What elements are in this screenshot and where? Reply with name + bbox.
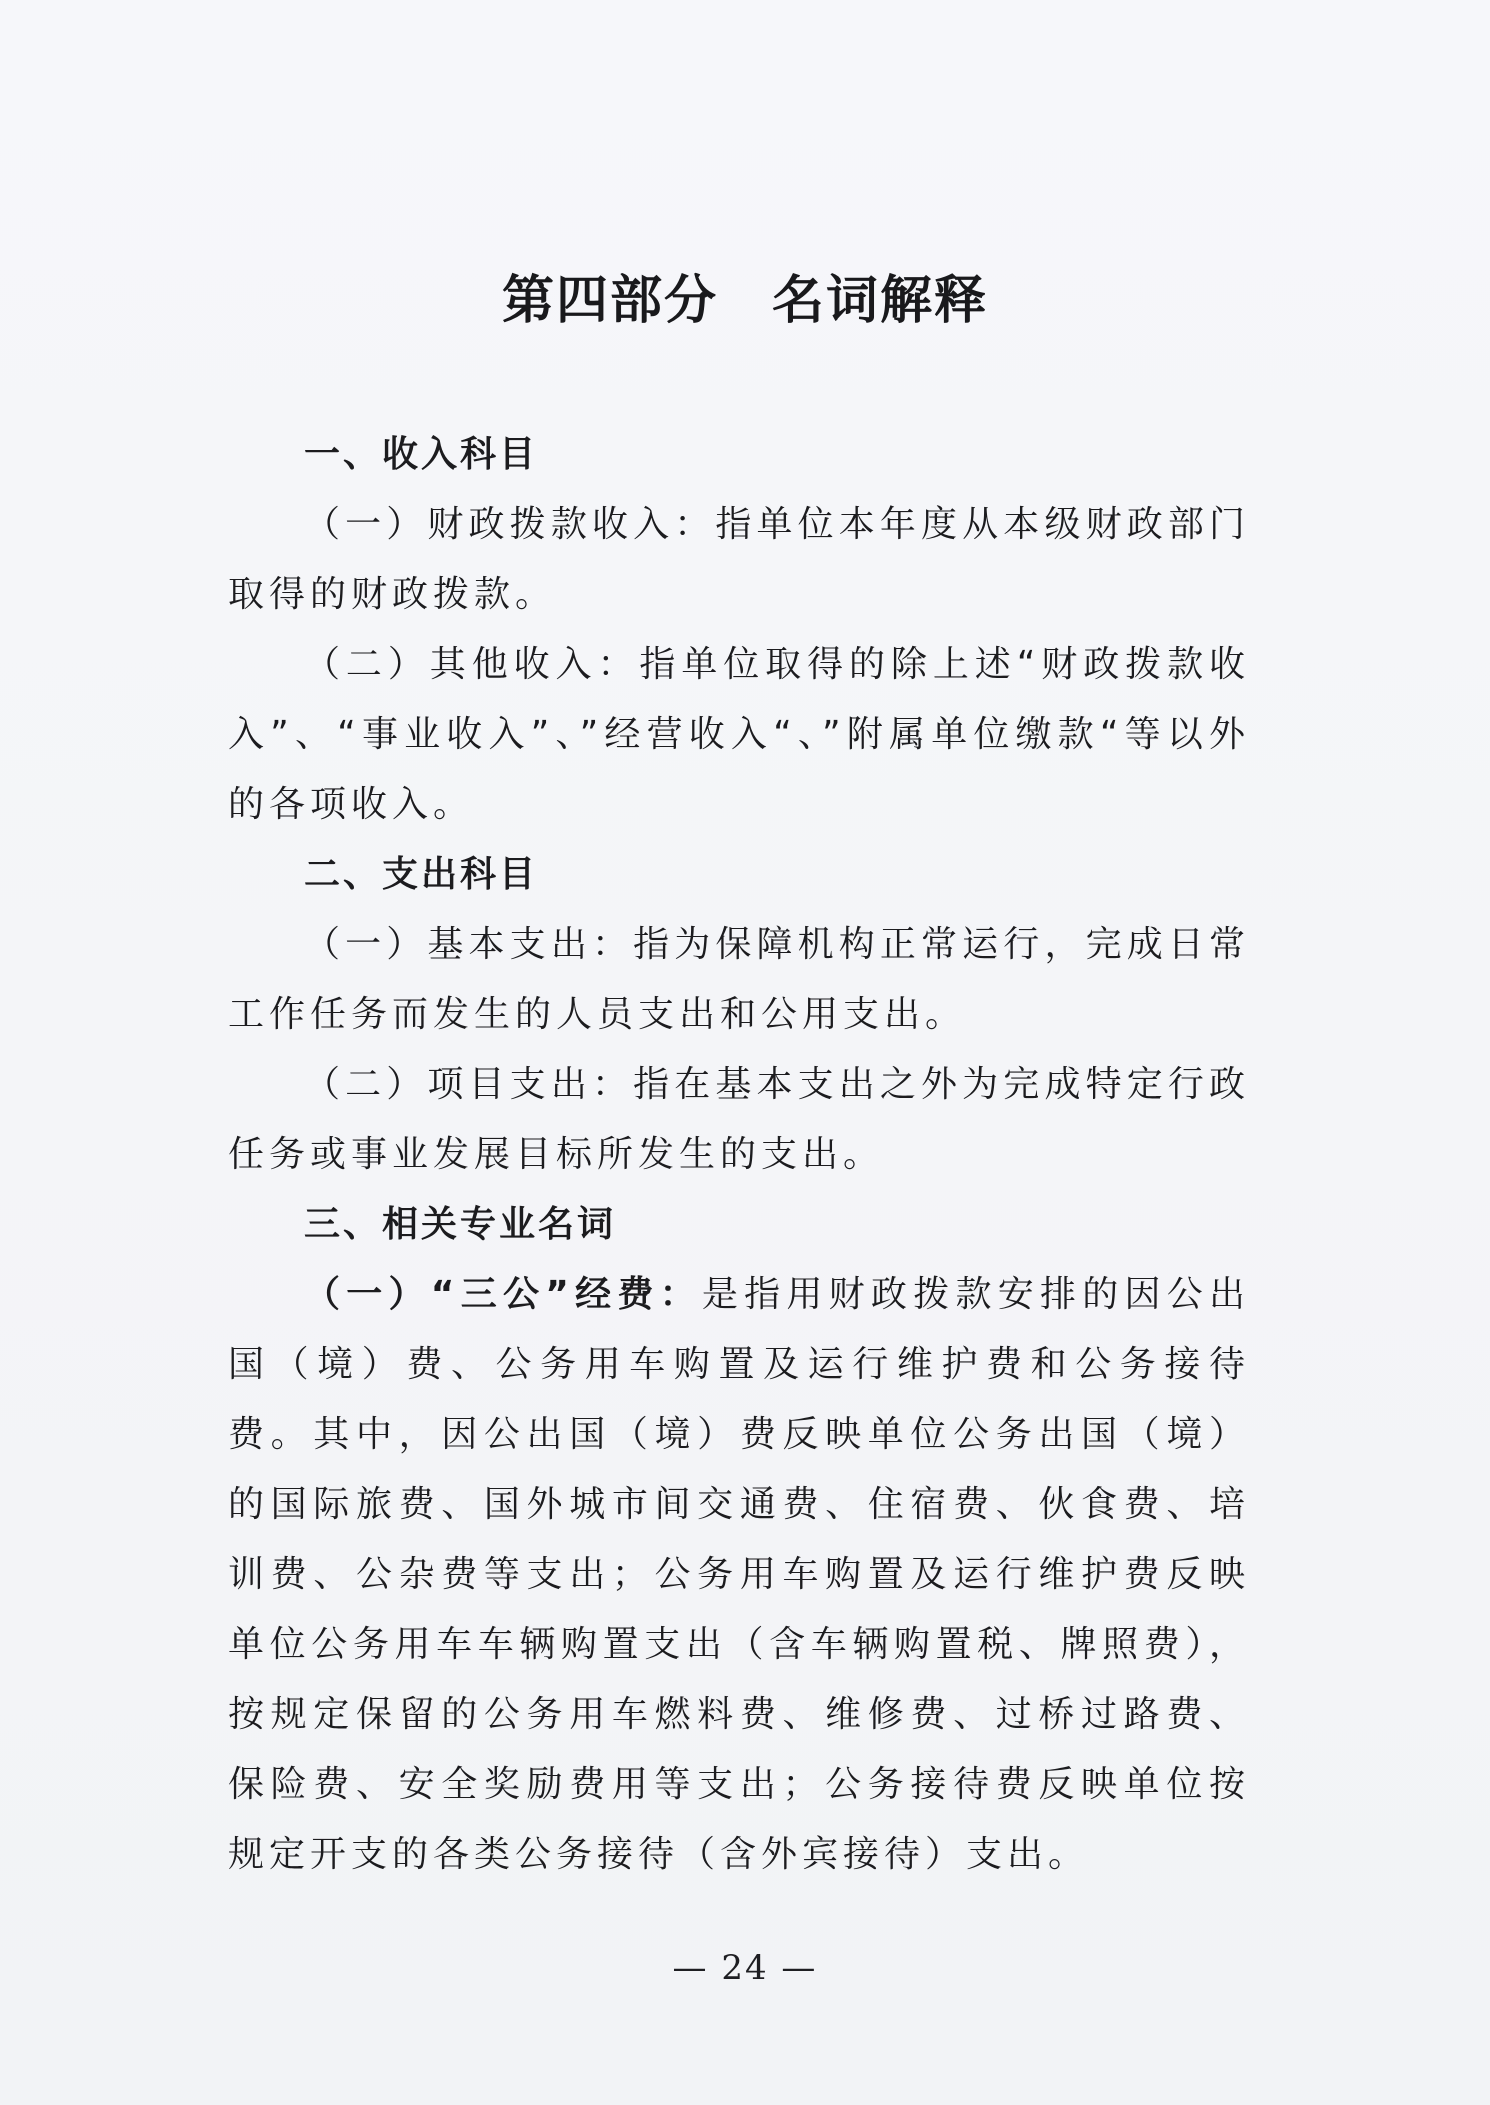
- page-title: 第四部分 名词解释: [501, 270, 988, 331]
- section-heading-terms: 三、相关专业名词: [304, 1204, 617, 1245]
- term-label: （一）“三公”经费：: [304, 1274, 702, 1315]
- paragraph-three-public-funds: [228, 1260, 1250, 1890]
- paragraph-other-income: （二）其他收入：指单位取得的除上述“财政拨款收入”、“事业收入”、”经营收入“、”附属单位缴款“等以外的各项收入。: [228, 644, 1250, 825]
- paragraph-project-expenditure: （二）项目支出：指在基本支出之外为完成特定行政任务或事业发展目标所发生的支出。: [228, 1064, 1250, 1175]
- section-heading-income: 一、收入科目: [304, 434, 539, 475]
- paragraph-fiscal-income: （一）财政拨款收入：指单位本年度从本级财政部门取得的财政拨款。: [228, 504, 1250, 615]
- document-body: [228, 420, 1250, 1890]
- term-definition: 是指用财政拨款安排的因公出国（境）费、公务用车购置及运行维护费和公务接待费。其中，因公出国（境）费反映单位公务出国（境）的国际旅费、国外城市间交通费、住宿费、伙食费、培训费、公杂费等支出；公务用车购置及运行维护费反映单位公务用车车辆购置支出（含车辆购置税、牌照费），按规定保留的公务用车燃料费、维修费、过桥过路费、保险费、安全奖励费用等支出；公务接待费反映单位按规定开支的各类公务接待（含外宾接待）支出。: [228, 1274, 1250, 1875]
- paragraph-basic-expenditure: （一）基本支出：指为保障机构正常运行，完成日常工作任务而发生的人员支出和公用支出。: [228, 924, 1250, 1035]
- page-number: — 24 —: [672, 1948, 818, 1988]
- section-heading-expenditure: 二、支出科目: [304, 854, 539, 895]
